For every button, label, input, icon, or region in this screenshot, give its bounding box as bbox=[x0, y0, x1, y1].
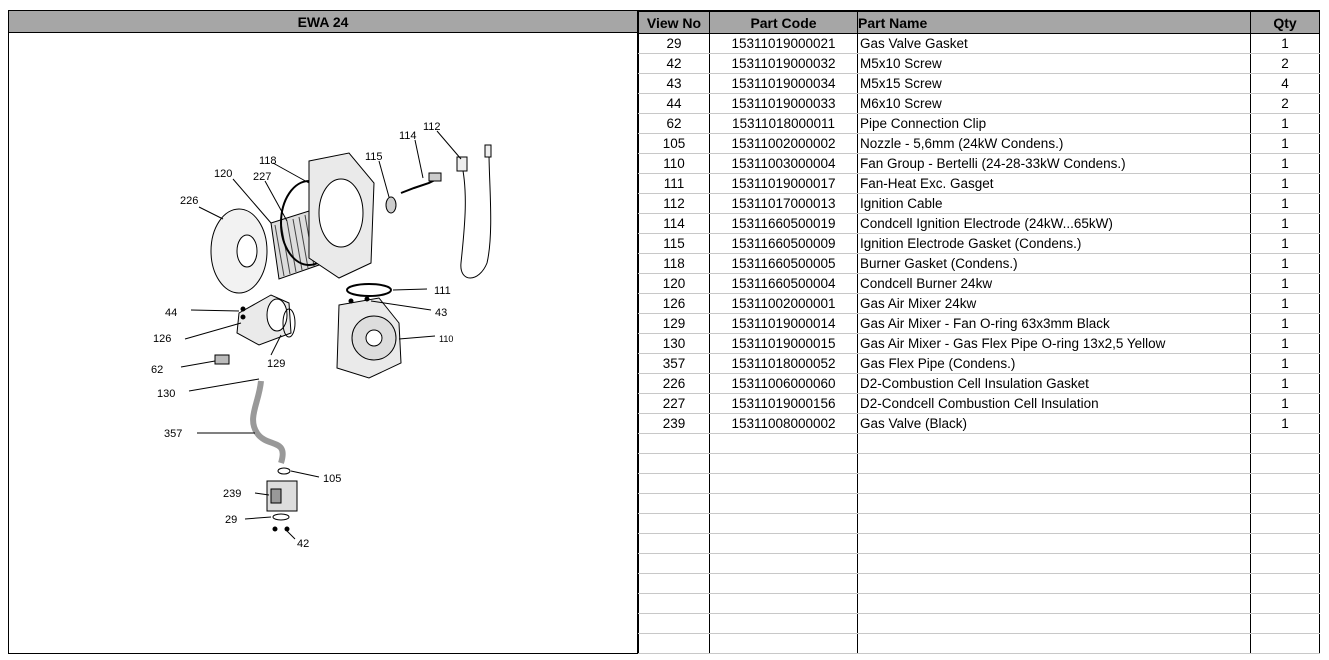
empty-cell bbox=[858, 534, 1251, 554]
empty-cell bbox=[639, 434, 710, 454]
callout-226: 226 bbox=[180, 195, 199, 207]
cell-view-no: 112 bbox=[639, 194, 710, 214]
cell-view-no: 105 bbox=[639, 134, 710, 154]
cell-part-code: 15311019000014 bbox=[710, 314, 858, 334]
header-qty: Qty bbox=[1251, 12, 1320, 34]
cell-part-code: 15311660500005 bbox=[710, 254, 858, 274]
cell-part-name: Condcell Ignition Electrode (24kW...65kW) bbox=[858, 214, 1251, 234]
cell-view-no: 111 bbox=[639, 174, 710, 194]
header-part-name: Part Name bbox=[858, 12, 1251, 34]
gas-flex-pipe-part bbox=[253, 381, 283, 463]
cell-view-no: 357 bbox=[639, 354, 710, 374]
cell-qty: 1 bbox=[1251, 114, 1320, 134]
callout-112: 112 bbox=[423, 121, 441, 133]
callout-115: 115 bbox=[365, 151, 383, 163]
empty-table-row bbox=[639, 454, 1320, 474]
cell-qty: 2 bbox=[1251, 94, 1320, 114]
exploded-diagram bbox=[9, 33, 637, 653]
empty-cell bbox=[1251, 454, 1320, 474]
cell-qty: 1 bbox=[1251, 274, 1320, 294]
callout-62: 62 bbox=[151, 364, 164, 376]
empty-cell bbox=[858, 434, 1251, 454]
cell-qty: 1 bbox=[1251, 314, 1320, 334]
empty-cell bbox=[710, 514, 858, 534]
cell-view-no: 130 bbox=[639, 334, 710, 354]
cell-qty: 1 bbox=[1251, 414, 1320, 434]
cell-part-name: M5x10 Screw bbox=[858, 54, 1251, 74]
cell-qty: 2 bbox=[1251, 54, 1320, 74]
table-row bbox=[639, 214, 1320, 234]
table-row bbox=[639, 234, 1320, 254]
cell-view-no: 126 bbox=[639, 294, 710, 314]
empty-cell bbox=[710, 434, 858, 454]
cell-part-code: 15311019000021 bbox=[710, 34, 858, 54]
empty-cell bbox=[639, 454, 710, 474]
cell-part-code: 15311002000002 bbox=[710, 134, 858, 154]
empty-cell bbox=[710, 574, 858, 594]
cell-view-no: 29 bbox=[639, 34, 710, 54]
cell-view-no: 118 bbox=[639, 254, 710, 274]
cell-part-name: Fan-Heat Exc. Gasget bbox=[858, 174, 1251, 194]
empty-cell bbox=[710, 494, 858, 514]
cell-qty: 1 bbox=[1251, 394, 1320, 414]
cell-part-name: Fan Group - Bertelli (24-28-33kW Condens.) bbox=[858, 154, 1251, 174]
cell-qty: 1 bbox=[1251, 34, 1320, 54]
empty-cell bbox=[639, 634, 710, 654]
fan-gasket-part bbox=[347, 284, 391, 296]
cell-view-no: 227 bbox=[639, 394, 710, 414]
cell-part-code: 15311002000001 bbox=[710, 294, 858, 314]
empty-cell bbox=[858, 634, 1251, 654]
nozzle-part bbox=[278, 468, 290, 474]
cell-part-name: Gas Flex Pipe (Condens.) bbox=[858, 354, 1251, 374]
cell-qty: 1 bbox=[1251, 214, 1320, 234]
callout-118: 118 bbox=[259, 155, 277, 167]
cell-view-no: 120 bbox=[639, 274, 710, 294]
header-view-no: View No bbox=[639, 12, 710, 34]
diagram-title: EWA 24 bbox=[9, 11, 637, 33]
cell-part-code: 15311019000015 bbox=[710, 334, 858, 354]
cell-qty: 1 bbox=[1251, 154, 1320, 174]
cell-qty: 1 bbox=[1251, 294, 1320, 314]
cell-part-name: Gas Valve (Black) bbox=[858, 414, 1251, 434]
cell-part-code: 15311019000156 bbox=[710, 394, 858, 414]
empty-cell bbox=[1251, 474, 1320, 494]
table-row bbox=[639, 274, 1320, 294]
cell-view-no: 110 bbox=[639, 154, 710, 174]
empty-cell bbox=[1251, 554, 1320, 574]
cell-qty: 1 bbox=[1251, 254, 1320, 274]
empty-cell bbox=[710, 614, 858, 634]
ignition-cable-part bbox=[461, 153, 491, 278]
cell-view-no: 114 bbox=[639, 214, 710, 234]
empty-cell bbox=[639, 474, 710, 494]
empty-table-row bbox=[639, 634, 1320, 654]
electrode-gasket-part bbox=[386, 197, 396, 213]
parts-table-panel bbox=[638, 11, 1319, 654]
cell-qty: 1 bbox=[1251, 234, 1320, 254]
empty-cell bbox=[858, 594, 1251, 614]
cell-view-no: 42 bbox=[639, 54, 710, 74]
table-row bbox=[639, 34, 1320, 54]
cell-qty: 1 bbox=[1251, 354, 1320, 374]
empty-cell bbox=[639, 594, 710, 614]
callout-129: 129 bbox=[267, 358, 286, 370]
callout-114: 114 bbox=[399, 130, 417, 142]
cell-part-code: 15311660500004 bbox=[710, 274, 858, 294]
cell-qty: 1 bbox=[1251, 174, 1320, 194]
empty-cell bbox=[858, 494, 1251, 514]
empty-table-row bbox=[639, 434, 1320, 454]
table-row bbox=[639, 174, 1320, 194]
empty-cell bbox=[639, 614, 710, 634]
empty-cell bbox=[1251, 514, 1320, 534]
empty-cell bbox=[639, 514, 710, 534]
cell-part-name: Burner Gasket (Condens.) bbox=[858, 254, 1251, 274]
empty-cell bbox=[1251, 434, 1320, 454]
exploded-view-panel bbox=[9, 11, 638, 653]
empty-cell bbox=[1251, 614, 1320, 634]
cell-part-code: 15311018000052 bbox=[710, 354, 858, 374]
empty-table-row bbox=[639, 474, 1320, 494]
header-part-code: Part Code bbox=[710, 12, 858, 34]
cell-qty: 4 bbox=[1251, 74, 1320, 94]
empty-cell bbox=[710, 634, 858, 654]
table-row bbox=[639, 414, 1320, 434]
parts-sheet bbox=[8, 10, 1320, 654]
table-row bbox=[639, 294, 1320, 314]
callout-42: 42 bbox=[297, 538, 310, 550]
callout-130: 130 bbox=[157, 388, 176, 400]
empty-cell bbox=[710, 534, 858, 554]
cell-qty: 1 bbox=[1251, 194, 1320, 214]
cell-part-code: 15311019000034 bbox=[710, 74, 858, 94]
table-row bbox=[639, 354, 1320, 374]
cell-view-no: 62 bbox=[639, 114, 710, 134]
empty-cell bbox=[639, 494, 710, 514]
empty-cell bbox=[1251, 494, 1320, 514]
table-row bbox=[639, 374, 1320, 394]
empty-cell bbox=[710, 454, 858, 474]
empty-table-row bbox=[639, 494, 1320, 514]
empty-cell bbox=[858, 574, 1251, 594]
cell-part-code: 15311018000011 bbox=[710, 114, 858, 134]
table-row bbox=[639, 94, 1320, 114]
cell-part-code: 15311003000004 bbox=[710, 154, 858, 174]
cell-part-name: M5x15 Screw bbox=[858, 74, 1251, 94]
cell-view-no: 226 bbox=[639, 374, 710, 394]
cell-qty: 1 bbox=[1251, 374, 1320, 394]
cell-part-name: Gas Valve Gasket bbox=[858, 34, 1251, 54]
empty-table-row bbox=[639, 614, 1320, 634]
cell-part-name: M6x10 Screw bbox=[858, 94, 1251, 114]
callout-239: 239 bbox=[223, 488, 242, 500]
cell-qty: 1 bbox=[1251, 134, 1320, 154]
empty-table-row bbox=[639, 534, 1320, 554]
cell-part-name: Condcell Burner 24kw bbox=[858, 274, 1251, 294]
cell-part-name: Ignition Cable bbox=[858, 194, 1251, 214]
cell-part-name: D2-Combustion Cell Insulation Gasket bbox=[858, 374, 1251, 394]
table-header-row bbox=[639, 12, 1320, 34]
callout-105: 105 bbox=[323, 473, 342, 485]
callout-44: 44 bbox=[165, 307, 178, 319]
empty-cell bbox=[639, 574, 710, 594]
cell-part-code: 15311008000002 bbox=[710, 414, 858, 434]
empty-table-row bbox=[639, 594, 1320, 614]
cell-view-no: 129 bbox=[639, 314, 710, 334]
pipe-clip-part bbox=[215, 355, 229, 364]
cell-part-name: Nozzle - 5,6mm (24kW Condens.) bbox=[858, 134, 1251, 154]
cell-view-no: 43 bbox=[639, 74, 710, 94]
table-row bbox=[639, 194, 1320, 214]
cell-part-name: D2-Condcell Combustion Cell Insulation bbox=[858, 394, 1251, 414]
cell-view-no: 239 bbox=[639, 414, 710, 434]
cell-part-name: Ignition Electrode Gasket (Condens.) bbox=[858, 234, 1251, 254]
cell-part-code: 15311019000033 bbox=[710, 94, 858, 114]
callout-357: 357 bbox=[164, 428, 183, 440]
callout-111: 111 bbox=[434, 285, 451, 297]
empty-cell bbox=[1251, 534, 1320, 554]
empty-cell bbox=[639, 554, 710, 574]
cell-view-no: 44 bbox=[639, 94, 710, 114]
empty-table-row bbox=[639, 514, 1320, 534]
table-row bbox=[639, 314, 1320, 334]
gas-valve-gasket-part bbox=[273, 514, 289, 520]
cell-part-name: Gas Air Mixer 24kw bbox=[858, 294, 1251, 314]
cell-part-code: 15311006000060 bbox=[710, 374, 858, 394]
empty-cell bbox=[858, 614, 1251, 634]
empty-cell bbox=[710, 554, 858, 574]
cell-view-no: 115 bbox=[639, 234, 710, 254]
empty-cell bbox=[858, 514, 1251, 534]
empty-table-row bbox=[639, 574, 1320, 594]
cell-part-code: 15311660500019 bbox=[710, 214, 858, 234]
empty-cell bbox=[639, 534, 710, 554]
empty-cell bbox=[858, 554, 1251, 574]
cell-qty: 1 bbox=[1251, 334, 1320, 354]
cell-part-name: Gas Air Mixer - Gas Flex Pipe O-ring 13x2,5 Yellow bbox=[858, 334, 1251, 354]
empty-cell bbox=[1251, 574, 1320, 594]
empty-cell bbox=[710, 594, 858, 614]
empty-cell bbox=[1251, 594, 1320, 614]
table-row bbox=[639, 54, 1320, 74]
callout-126: 126 bbox=[153, 333, 172, 345]
cell-part-code: 15311660500009 bbox=[710, 234, 858, 254]
empty-cell bbox=[1251, 634, 1320, 654]
parts-table bbox=[638, 11, 1320, 654]
callout-227: 227 bbox=[253, 171, 272, 183]
callout-43: 43 bbox=[435, 307, 448, 319]
empty-cell bbox=[710, 474, 858, 494]
table-row bbox=[639, 334, 1320, 354]
empty-table-row bbox=[639, 554, 1320, 574]
cell-part-name: Pipe Connection Clip bbox=[858, 114, 1251, 134]
table-row bbox=[639, 114, 1320, 134]
callout-120: 120 bbox=[214, 168, 233, 180]
cell-part-code: 15311017000013 bbox=[710, 194, 858, 214]
parts-table-body bbox=[639, 34, 1320, 654]
table-row bbox=[639, 74, 1320, 94]
empty-cell bbox=[858, 474, 1251, 494]
cell-part-code: 15311019000032 bbox=[710, 54, 858, 74]
cell-part-code: 15311019000017 bbox=[710, 174, 858, 194]
cell-part-name: Gas Air Mixer - Fan O-ring 63x3mm Black bbox=[858, 314, 1251, 334]
empty-cell bbox=[858, 454, 1251, 474]
table-row bbox=[639, 134, 1320, 154]
table-row bbox=[639, 394, 1320, 414]
callout-110: 110 bbox=[439, 334, 454, 344]
table-row bbox=[639, 254, 1320, 274]
callout-29: 29 bbox=[225, 514, 238, 526]
table-row bbox=[639, 154, 1320, 174]
